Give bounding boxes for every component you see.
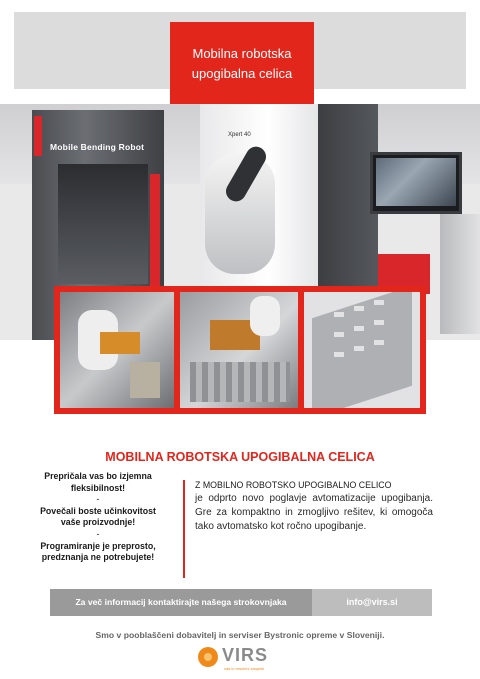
description-accent-bar [183, 480, 185, 578]
benefit-line: Programiranje je preprosto, [40, 540, 156, 551]
benefit-line: Povečali boste učinkovitost [40, 505, 156, 516]
logo-tagline: vaš in resnični zaupnik [224, 666, 265, 671]
benefit-separator: - [96, 528, 100, 539]
title-line-2: upogibalna celica [191, 66, 293, 81]
machine-window [58, 164, 148, 284]
photo-robot-tray [180, 292, 298, 408]
section-heading: MOBILNA ROBOTSKA UPOGIBALNA CELICA [105, 450, 375, 464]
contact-bar [50, 589, 432, 616]
machine-label: Mobile Bending Robot [50, 142, 145, 152]
photo-inset-panel [54, 286, 426, 414]
benefit-line: vaše proizvodnje! [60, 517, 136, 528]
benefit-line: predznanja ne potrebujete! [41, 552, 155, 563]
side-cabinet [440, 214, 480, 334]
contact-label: Za več informacij kontaktirajte našega strokovnjaka [75, 597, 287, 607]
benefit-separator: - [96, 494, 100, 505]
machine-model: Xpert 40 [228, 132, 251, 138]
description-heading: Z MOBILNO ROBOTSKO UPOGIBALNO CELICO [195, 480, 392, 490]
photo-bent-sheet [304, 292, 420, 408]
logo-circle-icon [198, 647, 218, 667]
logo-wordmark: VIRS [222, 645, 269, 665]
benefit-line: Prepričala vas bo izjemna [44, 471, 152, 481]
title-line-1: Mobilna robotska [192, 46, 292, 61]
photo-gripper [60, 292, 174, 408]
robot-cell-frame [318, 104, 378, 304]
contact-email-link[interactable]: info@virs.si [312, 589, 432, 616]
description-body: je odprto novo poglavje avtomatizacije upogibanja. Gre za kompaktno in zmogljivo rešitev, ki omogoča tako avtomatsko kot ročno upogibanje. [195, 493, 433, 532]
benefits-list [18, 471, 178, 564]
benefit-line: fleksibilnost! [70, 482, 126, 493]
machine-red-stripe [150, 174, 160, 294]
title-box [170, 22, 314, 106]
monitor-screen [376, 158, 456, 206]
virs-logo [196, 645, 286, 675]
dealer-statement: Smo v pooblaščeni dobavitelj in serviser Bystronic opreme v Sloveniji. [95, 630, 385, 640]
machine-red-accent [34, 116, 42, 156]
